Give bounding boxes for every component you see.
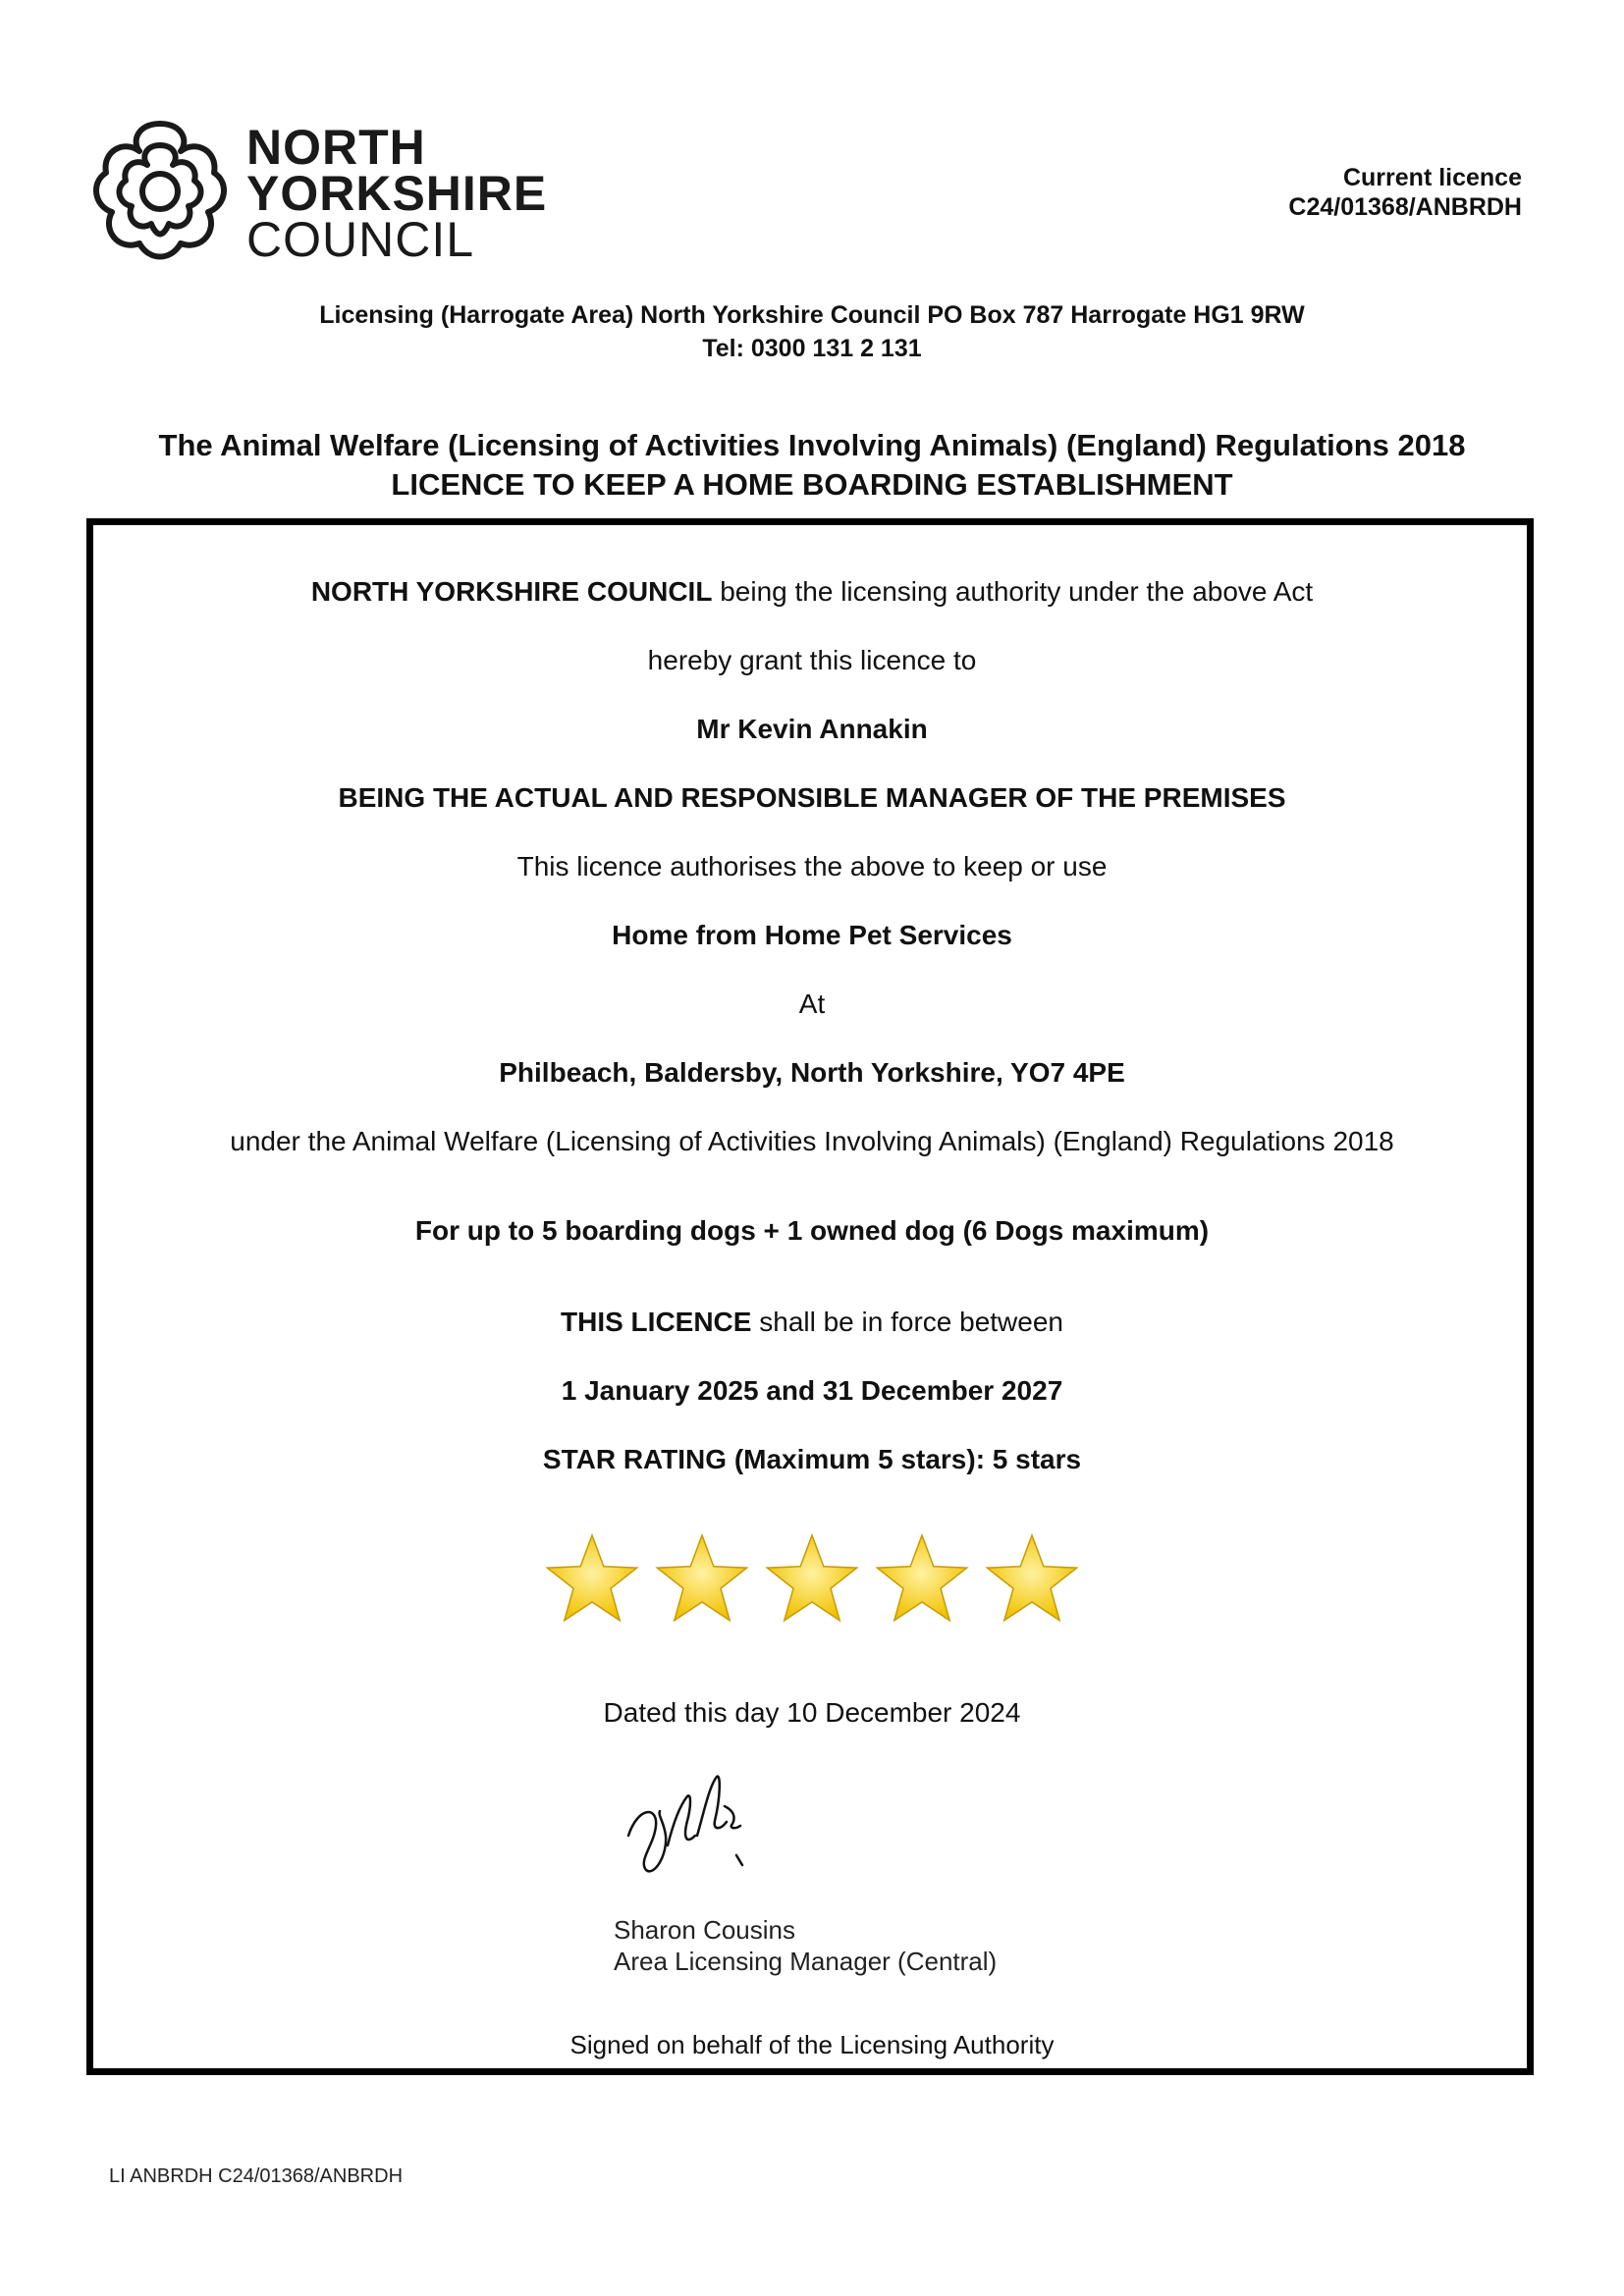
contact-tel: Tel: 0300 131 2 131 [702,335,922,362]
dated-line: Dated this day 10 December 2024 [603,1697,1021,1728]
force-label: THIS LICENCE [561,1307,752,1337]
footer-reference: LI ANBRDH C24/01368/ANBRDH [109,2165,404,2187]
star-icon [873,1531,971,1629]
authority-line [0,575,1624,609]
current-licence-number: C24/01368/ANBRDH [1288,193,1522,221]
licence-period: 1 January 2025 and 31 December 2027 [561,1375,1063,1406]
logo-text-north: NORTH [246,120,426,175]
star-rating-display [543,1531,1081,1629]
star-rating-text: STAR RATING (Maximum 5 stars): 5 stars [542,1444,1082,1474]
star-icon [983,1531,1081,1629]
authorises-line: This licence authorises the above to keep or use [516,851,1108,881]
signatory-title: Area Licensing Manager (Central) [614,1947,998,1976]
premises-address: Philbeach, Baldersby, North Yorkshire, YO7 4PE [499,1057,1125,1088]
star-icon [543,1531,641,1629]
licence-title [0,426,1624,505]
current-licence-label: Current licence [1342,164,1522,191]
manager-line: BEING THE ACTUAL AND RESPONSIBLE MANAGER OF THE PREMISES [338,782,1286,813]
licence-border [86,518,1534,2075]
force-line [0,1306,1624,1339]
logo-text-council: COUNCIL [246,212,475,267]
contact-block [0,298,1624,365]
force-text: shall be in force between [751,1307,1063,1337]
star-icon [763,1531,861,1629]
authority-name: NORTH YORKSHIRE COUNCIL [310,576,713,607]
regulations-title: The Animal Welfare (Licensing of Activities Involving Animals) (England) Regulations 2018 [158,428,1466,462]
signed-on-behalf: Signed on behalf of the Licensing Authority [569,2030,1055,2059]
contact-address: Licensing (Harrogate Area) North Yorkshire Council PO Box 787 Harrogate HG1 9RW [319,301,1305,329]
business-name: Home from Home Pet Services [612,920,1012,950]
council-logo [86,118,558,265]
signatory-name: Sharon Cousins [614,1915,795,1945]
grant-line: hereby grant this licence to [647,645,977,675]
capacity-line: For up to 5 boarding dogs + 1 owned dog (6 Dogs maximum) [414,1215,1210,1246]
at-line: At [798,988,826,1019]
licence-holder: Mr Kevin Annakin [696,714,928,744]
licence-type-title: LICENCE TO KEEP A HOME BOARDING ESTABLISHMENT [391,467,1233,502]
logo-text-yorkshire: YORKSHIRE [246,166,548,221]
regulations-line: under the Animal Welfare (Licensing of Activities Involving Animals) (England) Regulations 2018 [230,1126,1394,1156]
yorkshire-rose-icon [86,118,234,265]
authority-text: being the licensing authority under the above Act [712,576,1314,607]
star-icon [653,1531,751,1629]
signature-image [619,1767,776,1885]
current-licence-block [1288,163,1522,222]
